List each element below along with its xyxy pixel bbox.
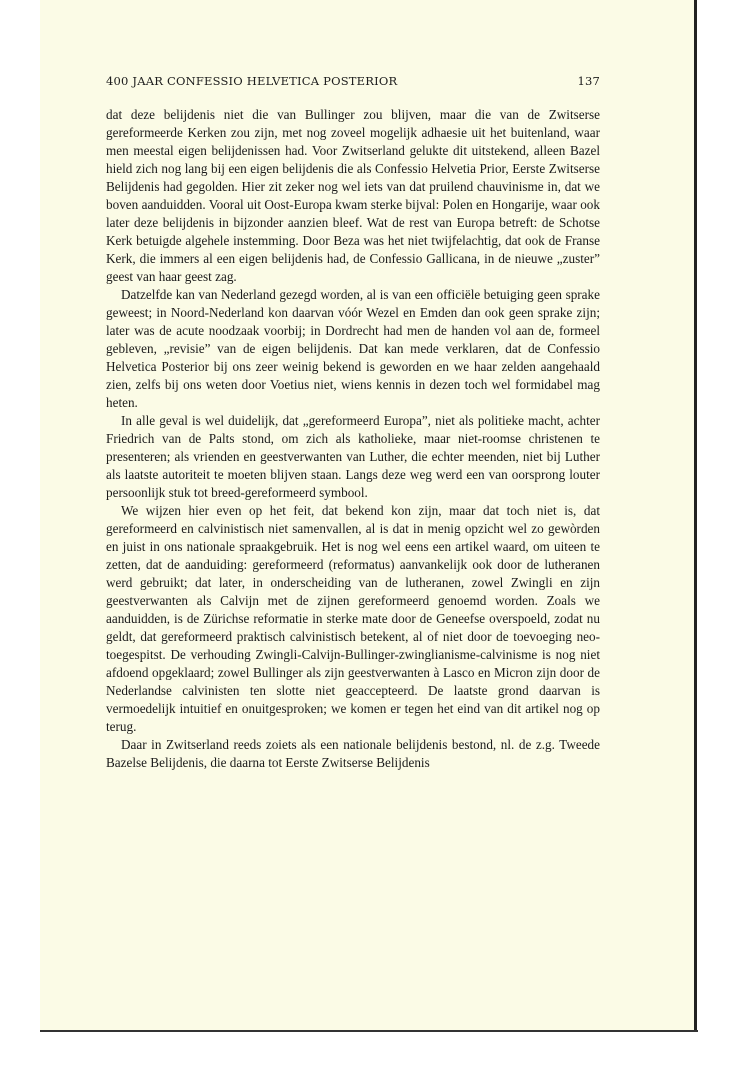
body-text <box>106 106 600 772</box>
paragraph: Daar in Zwitserland reeds zoiets als een nationale belijdenis bestond, nl. de z.g. Tweede Bazelse Belijdenis, die daarna tot Eerste Zwitserse Belijdenis <box>106 737 600 770</box>
page-number: 137 <box>577 74 600 88</box>
paragraph: Datzelfde kan van Nederland gezegd worden, al is van een officiële betuiging geen sprake geweest; in Noord-Nederland kon daarvan vóór Wezel en Emden dan ook geen sprake zijn; later was de acute noodzaak voorbij; in Dordrecht had men de handen vol aan de, formeel gebleven, „revisie” van de eigen belijdenis. Dat kan mede verklaren, dat de Confessio Helvetica Posterior bij ons zeer weinig bekend is geworden en we haar zelden aangehaald zien, zelfs bij ons weten door Voetius niet, wiens kennis in dezen toch wel formidabel mag heten. <box>106 287 600 410</box>
paragraph: In alle geval is wel duidelijk, dat „gereformeerd Europa”, niet als politieke macht, achter Friedrich van de Palts stond, om zich als katholieke, maar niet-roomse christenen te presenteren; als vrienden en geestverwanten van Luther, die echter meenden, niet bij Luther als laatste autoriteit te moeten blijven staan. Langs deze weg werd een van oorsprong louter persoonlijk stuk tot breed-gereformeerd symbool. <box>106 413 600 500</box>
paragraph: dat deze belijdenis niet die van Bullinger zou blijven, maar die van de Zwitserse gereformeerde Kerken zou zijn, met nog zoveel mogelijk adhaesie uit het buitenland, waar men meestal eigen belijdenissen had. Voor Zwitserland gelukte dit uitstekend, alleen Bazel hield zich nog lang bij een eigen belijdenis die als Confessio Helvetia Prior, Eerste Zwitserse Belijdenis had gegolden. Hier zit zeker nog wel iets van dat pruilend chauvinisme in, dat we boven aanduidden. Vooral uit Oost-Europa kwam sterke bijval: Polen en Hongarije, waar ook later deze belijdenis in bijzonder aanzien bleef. Wat de rest van Europa betreft: de Schotse Kerk betuigde algehele instemming. Door Beza was het niet twijfelachtig, dat ook de Franse Kerk, die immers al een eigen belijdenis had, de Confessio Gallicana, in de nieuwe „zuster” geest van haar geest zag. <box>106 107 600 284</box>
running-title: 400 JAAR CONFESSIO HELVETICA POSTERIOR <box>106 74 398 88</box>
page-edge-bottom <box>40 1030 698 1032</box>
paragraph: We wijzen hier even op het feit, dat bekend kon zijn, maar dat toch niet is, dat gereformeerd en calvinistisch niet samenvallen, al is dat in menig opzicht wel zo gewòrden en juist in ons nationale spraakgebruik. Het is nog wel eens een artikel waard, om uiteen te zetten, dat de aanduiding: gereformeerd (reformatus) aanvankelijk ook door de lutheranen werd gebruikt; dat later, in onderscheiding van de lutheranen, zowel Zwingli en zijn geestverwanten als Calvijn met de zijnen gereformeerd genoemd worden. Zoals we aanduidden, is de Zürichse reformatie in sterke mate door de Geneefse overspoeld, zodat nu geldt, dat gereformeerd praktisch calvinistisch betekent, al of niet door de toevoeging neo- toegespitst. De verhouding Zwingli-Calvijn-Bullinger-zwinglianisme-calvinisme is nog niet afdoend opgeklaard; zowel Bullinger als zijn geestverwanten à Lasco en Micron zijn door de Nederlandse calvinisten ten slotte niet geaccepteerd. De laatste grond daarvan is vermoedelijk intuitief en onuitgesproken; we komen er tegen het eind van dit artikel nog op terug. <box>106 503 600 734</box>
page-edge-right <box>694 0 697 1032</box>
